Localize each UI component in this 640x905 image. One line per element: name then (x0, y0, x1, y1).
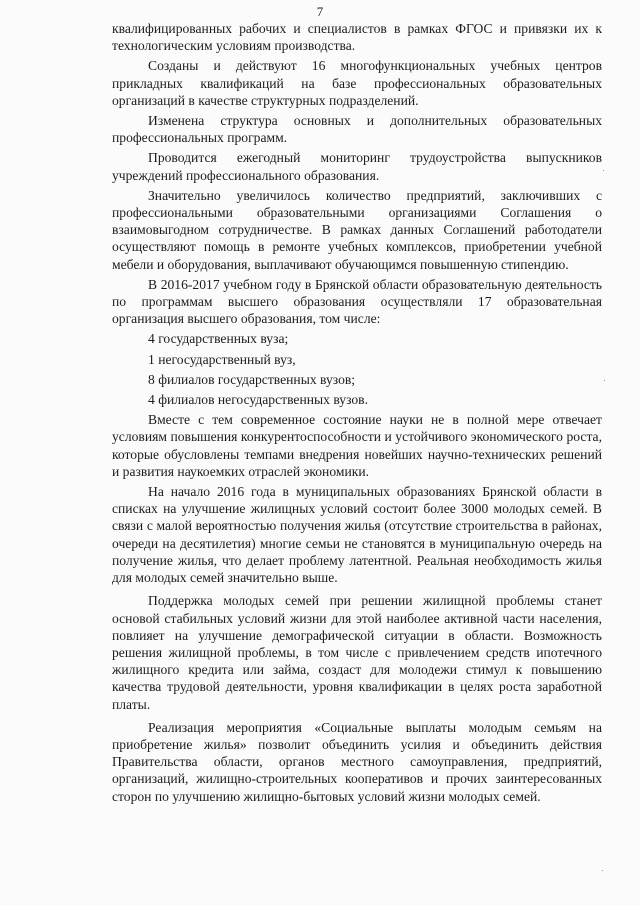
scan-speck (603, 170, 604, 171)
document-body (112, 20, 602, 808)
list-item-private-branches: 4 филиалов негосударственных вузов. (148, 392, 368, 408)
list-item-state-universities: 4 государственных вуза; (148, 331, 289, 347)
paragraph-employment-monitoring: Проводится ежегодный мониторинг трудоустройства выпускников учреждений профессионального образования. (112, 150, 602, 183)
paragraph-training-centers: Созданы и действуют 16 многофункциональных учебных центров прикладных квалификаций на базе профессиональных образовательных организаций в качестве структурных подразделений. (112, 58, 602, 108)
list-item-private-university: 1 негосударственный вуз, (148, 351, 296, 367)
page-number: 7 (316, 4, 324, 19)
paragraph-housing-support: Поддержка молодых семей при решении жилищной проблемы станет основой стабильных условий жизни для этой наиболее активной части населения, повлияет на улучшение демографической ситуации в области. Возможность решения жилищной проблемы, в том числе с привлечением средств ипотечного жилищного кредита или займа, создаст для молодежи стимул к повышению качества трудовой деятельности, уровня квалификации в целях роста заработной платы. (112, 593, 602, 712)
paragraph-higher-education: В 2016-2017 учебном году в Брянской области образовательную деятельность по программам высшего образования осуществляли 17 образовательная организация высшего образования, том числе: (112, 276, 602, 327)
scan-speck (604, 380, 605, 381)
paragraph-continuation: квалифицированных рабочих и специалистов в рамках ФГОС и привязки их к технологическим условиям производства. (112, 21, 602, 54)
paragraph-social-payments: Реализация мероприятия «Социальные выплаты молодым семьям на приобретение жилья» позволит объединить усилия и объединить действия Правительства области, органов местного самоуправления, предприятий, организаций, жилищно-строительных кооперативов и прочих заинтересованных сторон по улучшению жилищно-бытовых условий жизни молодых семей. (112, 719, 602, 804)
paragraph-young-families: На начало 2016 года в муниципальных образованиях Брянской области в списках на улучшение жилищных условий состоит более 3000 молодых семей. В связи с малой вероятностью получения жилья (отсутствие строительства в районах, очереди на десятилетия) многие семьи не становятся в муниципальную очередь на получение жилья, что делает проблему латентной. Реальная необходимость жилья для молодых семей значительно выше. (112, 484, 602, 586)
scan-speck (602, 870, 603, 871)
paragraph-employer-agreements: Значительно увеличилось количество предприятий, заключивших с профессиональными образовательными организациями Соглашения о взаимовыгодном сотрудничестве. В рамках данных Соглашений работодатели осуществляют помощь в ремонте учебных комплексов, приобретении учебной мебели и оборудования, выплачивают обучающимся повышенную стипендию. (112, 187, 602, 272)
list-item-state-branches: 8 филиалов государственных вузов; (148, 371, 356, 387)
paragraph-science-state: Вместе с тем современное состояние науки не в полной мере отвечает условиям повышения конкурентоспособности и устойчивого экономического роста, которые обусловлены темпами внедрения новейших научно-технических решений и развития наукоемких отраслей экономики. (112, 412, 602, 479)
paragraph-program-structure: Изменена структура основных и дополнительных образовательных профессиональных программ. (112, 113, 602, 146)
